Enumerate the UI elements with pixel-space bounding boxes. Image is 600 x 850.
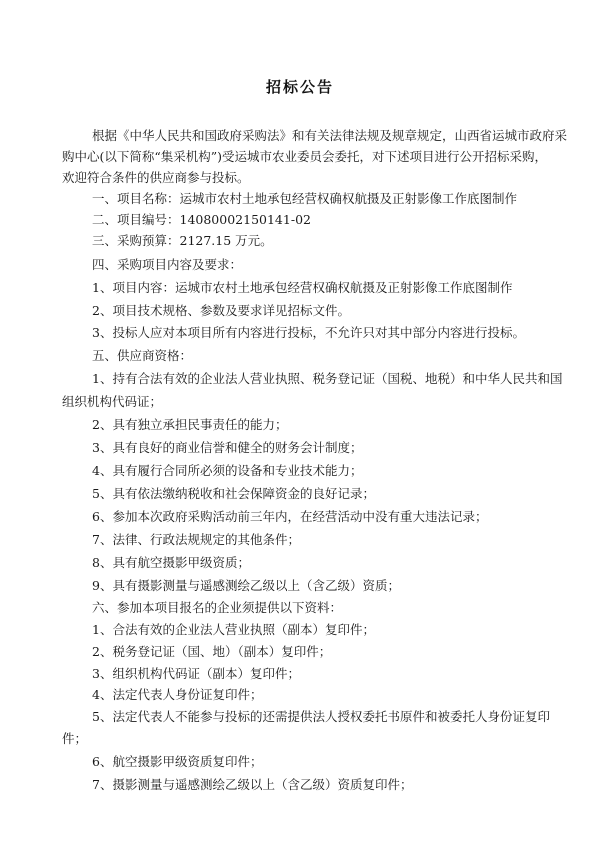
section-6-item-4: 4、法定代表人身份证复印件； (92, 687, 263, 702)
section-5-item-1-line-2: 组织机构代码证； (62, 394, 163, 409)
section-5-item-9: 9、具有摄影测量与遥感测绘乙级以上（含乙级）资质； (92, 578, 400, 593)
section-5-item-2: 2、具有独立承担民事责任的能力； (92, 417, 288, 432)
section-5-item-6: 6、参加本次政府采购活动前三年内，在经营活动中没有重大违法记录； (92, 509, 488, 524)
section-6-item-1: 1、合法有效的企业法人营业执照（副本）复印件； (92, 622, 375, 637)
section-6-item-3: 3、组织机构代码证（副本）复印件； (92, 666, 300, 681)
section-5-item-1-line-1: 1、持有合法有效的企业法人营业执照、税务登记证（国税、地税）和中华人民共和国 (92, 371, 563, 386)
section-6-item-2: 2、税务登记证（国、地）（副本）复印件； (92, 644, 332, 659)
section-6-item-5-line-1: 5、法定代表人不能参与投标的还需提供法人授权委托书原件和被委托人身份证复印 (92, 709, 550, 724)
section-5-heading: 五、供应商资格： (92, 348, 193, 363)
section-4-heading: 四、采购项目内容及要求： (92, 257, 243, 272)
intro-line-3: 欢迎符合条件的供应商参与投标。 (62, 170, 250, 185)
intro-line-1: 根据《中华人民共和国政府采购法》和有关法律法规及规章规定，山西省运城市政府采 (92, 128, 568, 143)
section-6-item-6: 6、航空摄影甲级资质复印件； (92, 754, 263, 769)
section-6-item-7: 7、摄影测量与遥感测绘乙级以上（含乙级）资质复印件； (92, 777, 413, 792)
section-4-item-3: 3、投标人应对本项目所有内容进行投标，不允许只对其中部分内容进行投标。 (92, 325, 525, 340)
project-name: 一、项目名称：运城市农村土地承包经营权确权航摄及正射影像工作底图制作 (92, 191, 518, 206)
section-5-item-7: 7、法律、行政法规规定的其他条件； (92, 532, 300, 547)
intro-line-2: 购中心(以下简称“集采机构”)受运城市农业委员会委托，对下述项目进行公开招标采购， (62, 149, 548, 164)
section-6-item-5-line-2: 件； (62, 731, 88, 746)
project-number: 二、项目编号：14080002150141-02 (92, 212, 311, 227)
section-6-heading: 六、参加本项目报名的企业须提供以下资料： (92, 600, 343, 615)
section-5-item-5: 5、具有依法缴纳税收和社会保障资金的良好记录； (92, 486, 375, 501)
section-4-item-2: 2、项目技术规格、参数及要求详见招标文件。 (92, 303, 350, 318)
section-4-item-1: 1、项目内容：运城市农村土地承包经营权确权航摄及正射影像工作底图制作 (92, 280, 513, 295)
procurement-budget: 三、采购预算：2127.15 万元。 (92, 233, 273, 248)
section-5-item-8: 8、具有航空摄影甲级资质； (92, 555, 250, 570)
section-5-item-3: 3、具有良好的商业信誉和健全的财务会计制度； (92, 440, 363, 455)
section-5-item-4: 4、具有履行合同所必须的设备和专业技术能力； (92, 463, 363, 478)
page-title: 招标公告 (265, 78, 334, 96)
